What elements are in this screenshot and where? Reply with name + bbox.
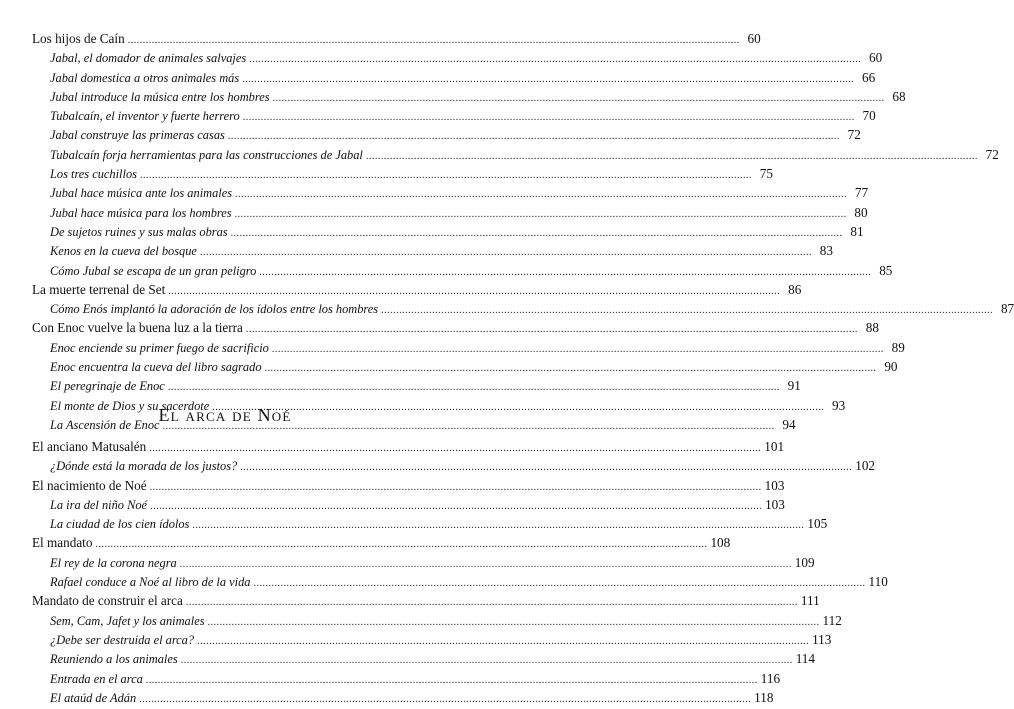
dot-leader xyxy=(186,593,798,612)
toc-subentry[interactable] xyxy=(32,261,893,280)
dot-leader xyxy=(181,651,793,670)
dot-leader xyxy=(231,224,843,243)
toc-entry-title: Mandato de construir el arca xyxy=(32,593,183,609)
toc-entry-title: El mandato xyxy=(32,535,93,551)
dot-leader xyxy=(140,166,752,185)
dot-leader xyxy=(168,378,780,397)
toc-subentry[interactable] xyxy=(32,357,898,376)
toc-entry-title: La ira del niño Noé xyxy=(50,497,148,512)
dot-leader xyxy=(249,50,861,69)
dot-leader xyxy=(381,301,993,320)
toc-subentry[interactable] xyxy=(32,611,842,630)
toc-entry-title: El peregrinaje de Enoc xyxy=(50,379,165,394)
toc-entry-title: De sujetos ruines y sus malas obras xyxy=(50,224,228,239)
toc-entry-title: Jabal domestica a otros animales más xyxy=(50,70,240,85)
toc-entry-page: 118 xyxy=(754,689,774,705)
toc-entry-title: El rey de la corona negra xyxy=(50,555,177,570)
toc-entry-page: 66 xyxy=(862,69,876,85)
dot-leader xyxy=(366,147,978,166)
toc-subentry[interactable] xyxy=(32,203,868,222)
toc-entry-title: El ataúd de Adán xyxy=(50,690,137,705)
toc-entry-title: Enoc enciende su primer fuego de sacrificio xyxy=(50,340,269,355)
toc-subentry[interactable] xyxy=(32,241,833,260)
dot-leader xyxy=(139,690,751,709)
dot-leader xyxy=(180,555,792,574)
toc-entry-page: 90 xyxy=(884,359,898,375)
toc-entry-title: Tubalcaín, el inventor y fuerte herrero xyxy=(50,109,240,124)
dot-leader xyxy=(146,671,758,690)
toc-subentry[interactable] xyxy=(32,688,774,707)
toc-entry-page: 60 xyxy=(868,50,883,66)
toc-entry-title: Cómo Enós implantó la adoración de los ídolos entre los hombres xyxy=(50,302,379,317)
toc-entry-title: Jubal hace música para los hombres xyxy=(50,205,232,220)
toc-entry-page: 88 xyxy=(865,320,879,336)
toc-entry-title: Cómo Jubal se escapa de un gran peligro xyxy=(50,263,257,278)
toc-entry-page: 89 xyxy=(891,339,905,355)
toc-subentry[interactable] xyxy=(32,376,801,395)
toc-entry[interactable] xyxy=(32,533,731,552)
toc-subentry[interactable] xyxy=(32,125,861,144)
toc-entry-page: 110 xyxy=(868,574,888,590)
toc-part-2 xyxy=(32,437,888,707)
toc-entry-page: 109 xyxy=(794,554,815,570)
toc-subentry[interactable] xyxy=(32,48,883,67)
dot-leader xyxy=(243,108,855,127)
toc-entry-page: 91 xyxy=(787,378,801,394)
toc-entry-page: 68 xyxy=(892,88,906,104)
toc-entry-title: Tubalcaín forja herramientas para las construcciones de Jabal xyxy=(50,147,363,162)
toc-entry-title: Enoc encuentra la cueva del libro sagrado xyxy=(50,360,262,375)
dot-leader xyxy=(272,340,884,359)
toc-entry-page: 85 xyxy=(879,262,893,278)
dot-leader xyxy=(235,185,847,204)
toc-entry-title: ¿Dónde está la morada de los justos? xyxy=(50,459,238,474)
toc-entry-page: 114 xyxy=(795,651,815,667)
toc-entry-title: Sem, Cam, Jafet y los animales xyxy=(50,613,205,628)
dot-leader xyxy=(259,263,871,282)
toc-entry[interactable] xyxy=(32,591,820,610)
toc-entry-page: 81 xyxy=(850,223,864,239)
dot-leader xyxy=(235,205,847,224)
toc-subentry[interactable] xyxy=(32,183,869,202)
dot-leader xyxy=(150,497,762,516)
toc-subentry[interactable] xyxy=(32,299,1014,318)
toc-subentry[interactable] xyxy=(32,495,785,514)
toc-entry-page: 93 xyxy=(832,397,846,413)
toc-entry-title: La Ascensión de Enoc xyxy=(50,417,160,432)
toc-subentry[interactable] xyxy=(32,669,781,688)
toc-entry-page: 105 xyxy=(807,516,828,532)
toc-subentry[interactable] xyxy=(32,87,906,106)
toc-entry-page: 103 xyxy=(764,477,785,493)
toc-part-1 xyxy=(32,29,1014,434)
toc-subentry[interactable] xyxy=(32,649,815,668)
toc-subentry[interactable] xyxy=(32,572,888,591)
toc-entry-title: El anciano Matusalén xyxy=(32,439,147,454)
toc-entry-page: 72 xyxy=(847,127,861,143)
toc-subentry[interactable] xyxy=(32,514,828,533)
toc-entry-page: 60 xyxy=(747,31,761,46)
toc-entry-title: Entrada en el arca xyxy=(50,671,143,686)
toc-subentry[interactable] xyxy=(32,630,832,649)
section-heading: El arca de Noé xyxy=(158,405,292,425)
toc-entry-title: ¿Debe ser destruida el arca? xyxy=(50,632,195,647)
toc-subentry[interactable] xyxy=(32,164,773,183)
toc-entry-page: 108 xyxy=(710,535,731,551)
dot-leader xyxy=(200,243,812,262)
dot-leader xyxy=(95,535,707,554)
toc-entry-title: Jubal hace música ante los animales xyxy=(50,186,233,201)
toc-subentry[interactable] xyxy=(32,145,999,164)
dot-leader xyxy=(128,31,740,50)
dot-leader xyxy=(208,613,820,632)
toc-entry-page: 70 xyxy=(862,108,876,124)
toc-entry-title: Con Enoc vuelve la buena luz a la tierra xyxy=(32,320,243,336)
toc-entry-page: 103 xyxy=(765,496,785,512)
toc-entry-page: 102 xyxy=(855,458,876,474)
dot-leader xyxy=(273,89,885,108)
toc-entry-title: El nacimiento de Noé xyxy=(32,477,147,493)
toc-entry-page: 101 xyxy=(764,439,785,454)
dot-leader xyxy=(150,478,762,497)
toc-entry[interactable] xyxy=(32,29,761,48)
toc-entry-title: Los tres cuchillos xyxy=(50,167,137,182)
dot-leader xyxy=(240,458,852,477)
toc-entry-page: 94 xyxy=(782,416,796,432)
toc-entry-title: Jabal, el domador de animales salvajes xyxy=(50,51,247,66)
dot-leader xyxy=(242,70,854,89)
toc-entry[interactable] xyxy=(32,437,785,456)
dot-leader xyxy=(149,439,761,458)
toc-entry-page: 83 xyxy=(819,243,833,259)
toc-entry-title: Jubal introduce la música entre los hombres xyxy=(50,89,270,104)
toc-entry-page: 111 xyxy=(800,593,820,609)
toc-entry-page: 80 xyxy=(854,204,868,220)
dot-leader xyxy=(246,320,858,339)
toc-subentry[interactable] xyxy=(32,456,876,475)
toc-subentry[interactable] xyxy=(32,553,815,572)
toc-subentry[interactable] xyxy=(32,338,905,357)
toc-subentry[interactable] xyxy=(32,68,876,87)
toc-entry[interactable] xyxy=(32,280,802,299)
toc-subentry[interactable] xyxy=(32,106,876,125)
dot-leader xyxy=(254,574,866,593)
toc-entry-page: 116 xyxy=(760,670,781,686)
toc-entry-title: El monte de Dios y su sacerdote xyxy=(50,398,210,413)
toc-entry[interactable] xyxy=(32,318,879,337)
toc-entry[interactable] xyxy=(32,476,785,495)
toc-subentry[interactable] xyxy=(32,222,864,241)
dot-leader xyxy=(197,632,809,651)
toc-entry-page: 86 xyxy=(788,281,802,297)
toc-entry-page: 113 xyxy=(812,631,832,647)
toc-entry-page: 112 xyxy=(822,612,842,628)
toc-entry-title: Kenos en la cueva del bosque xyxy=(50,244,197,259)
toc-entry-page: 77 xyxy=(854,185,869,201)
toc-entry-title: Reuniendo a los animales xyxy=(50,652,178,667)
toc-entry-title: La ciudad de los cien ídolos xyxy=(50,517,190,532)
dot-leader xyxy=(228,127,840,146)
toc-entry-page: 87 xyxy=(1000,301,1014,317)
toc-entry-page: 75 xyxy=(759,166,773,182)
toc-entry-title: Jabal construye las primeras casas xyxy=(50,128,225,143)
toc-entry-title: Rafael conduce a Noé al libro de la vida xyxy=(50,575,251,590)
toc-entry-page: 72 xyxy=(985,146,999,162)
toc-entry-title: Los hijos de Caín xyxy=(32,31,125,46)
toc-entry-title: La muerte terrenal de Set xyxy=(32,281,166,297)
dot-leader xyxy=(168,282,780,301)
